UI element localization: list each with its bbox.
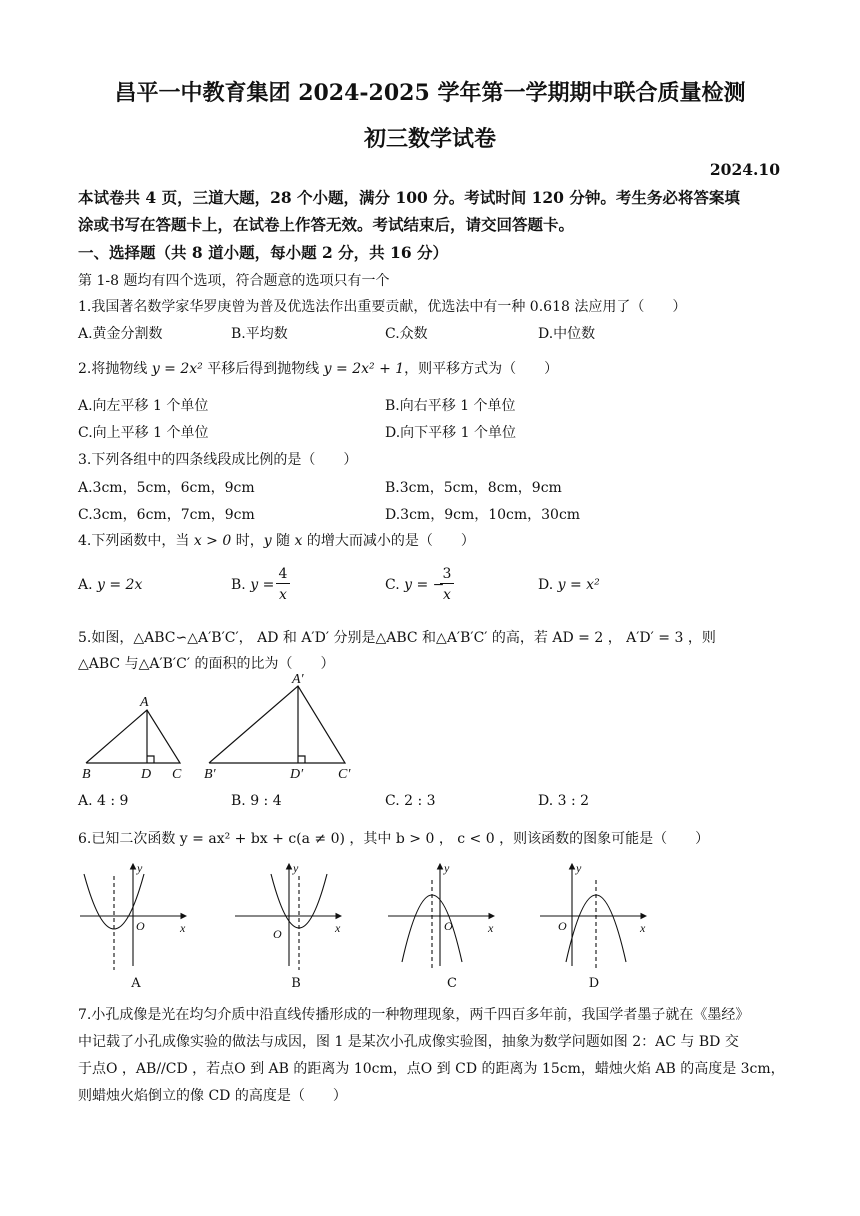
label-d: D (141, 767, 152, 782)
q4-var-x: x (294, 533, 303, 549)
q6-graph-c-caption: C (447, 976, 457, 991)
q3-option-c: C.3cm，6cm，7cm，9cm (78, 507, 255, 523)
label-a-prime: A′ (292, 672, 304, 687)
q6-graph-b-caption: B (291, 976, 301, 991)
q6-graph-d (538, 858, 650, 970)
q2-formula-2: y = 2x² + 1 (323, 361, 405, 377)
q4-stem-mid2: 随 (271, 533, 295, 549)
q4-option-a-formula: y = 2x (97, 577, 143, 593)
section-note: 第 1-8 题均有四个选项，符合题意的选项只有一个 (78, 273, 390, 289)
q2-option-a: A.向左平移 1 个单位 (78, 398, 209, 414)
q6-stem: 6.已知二次函数 y = ax² + bx + c(a ≠ 0) ，其中 b > 0 ， c < 0 ，则该函数的图象可能是（ ） (78, 831, 710, 847)
section-heading: 一、选择题（共 8 道小题，每小题 2 分，共 16 分） (78, 243, 449, 262)
q4-stem-pre: 4.下列函数中，当 (78, 533, 194, 549)
q6-graph-a (78, 858, 190, 970)
triangle-abc (86, 710, 180, 763)
q1-option-a: A.黄金分割数 (78, 326, 163, 342)
q5-triangles-figure (76, 672, 376, 784)
label-c: C (172, 767, 182, 782)
q4-stem-mid: 时， (231, 533, 264, 549)
triangle-a2b2c2 (209, 686, 345, 763)
q7-stem-line-1: 7.小孔成像是光在均匀介质中沿直线传播形成的一种物理现象，两千四百多年前，我国学者墨子就在《墨经》 (78, 1007, 750, 1023)
q4-option-b-numerator: 4 (276, 566, 290, 584)
q4-stem-post: 的增大而减小的是（ ） (302, 533, 475, 549)
graph-d-x-label: x (640, 921, 646, 935)
exam-title: 昌平一中教育集团 2024-2025 学年第一学期期中联合质量检测 (114, 80, 746, 106)
q4-option-c-prefix: C. (385, 577, 405, 593)
label-d-prime: D′ (290, 767, 304, 782)
graph-c-origin-label: O (444, 919, 453, 933)
q4-option-b-prefix: B. (231, 577, 251, 593)
q3-stem: 3.下列各组中的四条线段成比例的是（ ） (78, 452, 358, 468)
graph-d-y-label: y (576, 861, 582, 875)
label-b: B (82, 767, 91, 782)
q5-option-a: A. 4 : 9 (78, 793, 129, 809)
q4-option-d-formula: y = x² (557, 577, 600, 593)
q4-option-c (385, 577, 444, 593)
q6-graph-c (386, 858, 498, 970)
q4-var-y: y (263, 533, 272, 549)
q3-option-b: B.3cm，5cm，8cm，9cm (385, 480, 562, 496)
q4-option-a (78, 577, 142, 593)
q2-formula-1: y = 2x² (151, 361, 208, 377)
q1-option-b: B.平均数 (231, 326, 288, 342)
q4-stem (78, 530, 475, 550)
q5-stem-line-2: △ABC 与△A′B′C′ 的面积的比为（ ） (78, 656, 335, 672)
q2-stem-pre: 2.将抛物线 (78, 361, 152, 377)
q6-graph-d-caption: D (588, 976, 600, 991)
graph-b-x-label: x (335, 921, 341, 935)
graph-a-x-label: x (180, 921, 186, 935)
notice-line-1: 本试卷共 4 页，三道大题，28 个小题，满分 100 分。考试时间 120 分钟。考生务必将答案填 (78, 188, 740, 207)
q6-graph-b (233, 858, 345, 970)
q4-option-c-formula: y = − (404, 577, 445, 593)
q2-stem-post: ，则平移方式为（ ） (404, 361, 559, 377)
q1-option-d: D.中位数 (538, 326, 596, 342)
label-a: A (140, 695, 149, 710)
graph-a-origin-label: O (136, 919, 145, 933)
q4-option-b-denominator: x (279, 587, 287, 603)
exam-date: 2024.10 (709, 160, 780, 179)
q2-option-c: C.向上平移 1 个单位 (78, 425, 209, 441)
q5-option-b: B. 9 : 4 (231, 793, 282, 809)
q5-option-c: C. 2 : 3 (385, 793, 436, 809)
q4-option-c-numerator: 3 (440, 566, 454, 584)
q4-option-d (538, 577, 600, 593)
q5-stem-line-1: 5.如图，△ABC∽△A′B′C′， AD 和 A′D′ 分别是△ABC 和△A′B′C′ 的高，若 AD = 2 ， A′D′ = 3 ，则 (78, 630, 716, 646)
q7-stem-line-4: 则蜡烛火焰倒立的像 CD 的高度是（ ） (78, 1088, 347, 1104)
label-b-prime: B′ (204, 767, 216, 782)
q4-option-a-prefix: A. (78, 577, 98, 593)
q1-stem: 1.我国著名数学家华罗庚曾为普及优选法作出重要贡献，优选法中有一种 0.618 法应用了（ ） (78, 299, 687, 315)
q3-option-d: D.3cm，9cm，10cm，30cm (385, 507, 581, 523)
graph-c-x-label: x (488, 921, 494, 935)
q2-stem (78, 358, 558, 378)
graph-d-origin-label: O (558, 919, 567, 933)
q5-option-d: D. 3 : 2 (538, 793, 590, 809)
notice-line-2: 涂或书写在答题卡上，在试卷上作答无效。考试结束后，请交回答题卡。 (78, 215, 575, 234)
graph-a-y-label: y (137, 861, 143, 875)
q7-stem-line-3: 于点O ，AB//CD ，若点O 到 AB 的距离为 10cm，点O 到 CD 的距离为 15cm，蜡烛火焰 AB 的高度是 3cm， (78, 1061, 785, 1077)
q2-stem-mid: 平移后得到抛物线 (207, 361, 324, 377)
q1-option-c: C.众数 (385, 326, 428, 342)
q7-stem-line-2: 中记载了小孔成像实验的做法与成因，图 1 是某次小孔成像实验图，抽象为数学问题如图 2：AC 与 BD 交 (78, 1034, 739, 1050)
q4-option-d-prefix: D. (538, 577, 558, 593)
exam-subtitle: 初三数学试卷 (363, 126, 496, 152)
q4-option-b-formula: y = (250, 577, 275, 593)
q6-graph-a-caption: A (131, 976, 141, 991)
right-angle-mark-d2 (298, 756, 305, 763)
right-angle-mark-d (147, 756, 154, 763)
q2-option-b: B.向右平移 1 个单位 (385, 398, 516, 414)
q3-option-a: A.3cm，5cm，6cm，9cm (78, 480, 255, 496)
q4-condition: x > 0 (193, 533, 232, 549)
q2-option-d: D.向下平移 1 个单位 (385, 425, 516, 441)
q4-option-b (231, 577, 274, 593)
graph-c-y-label: y (444, 861, 450, 875)
label-c-prime: C′ (338, 767, 351, 782)
graph-b-origin-label: O (273, 927, 282, 941)
q4-option-c-denominator: x (443, 587, 451, 603)
graph-b-y-label: y (293, 861, 299, 875)
